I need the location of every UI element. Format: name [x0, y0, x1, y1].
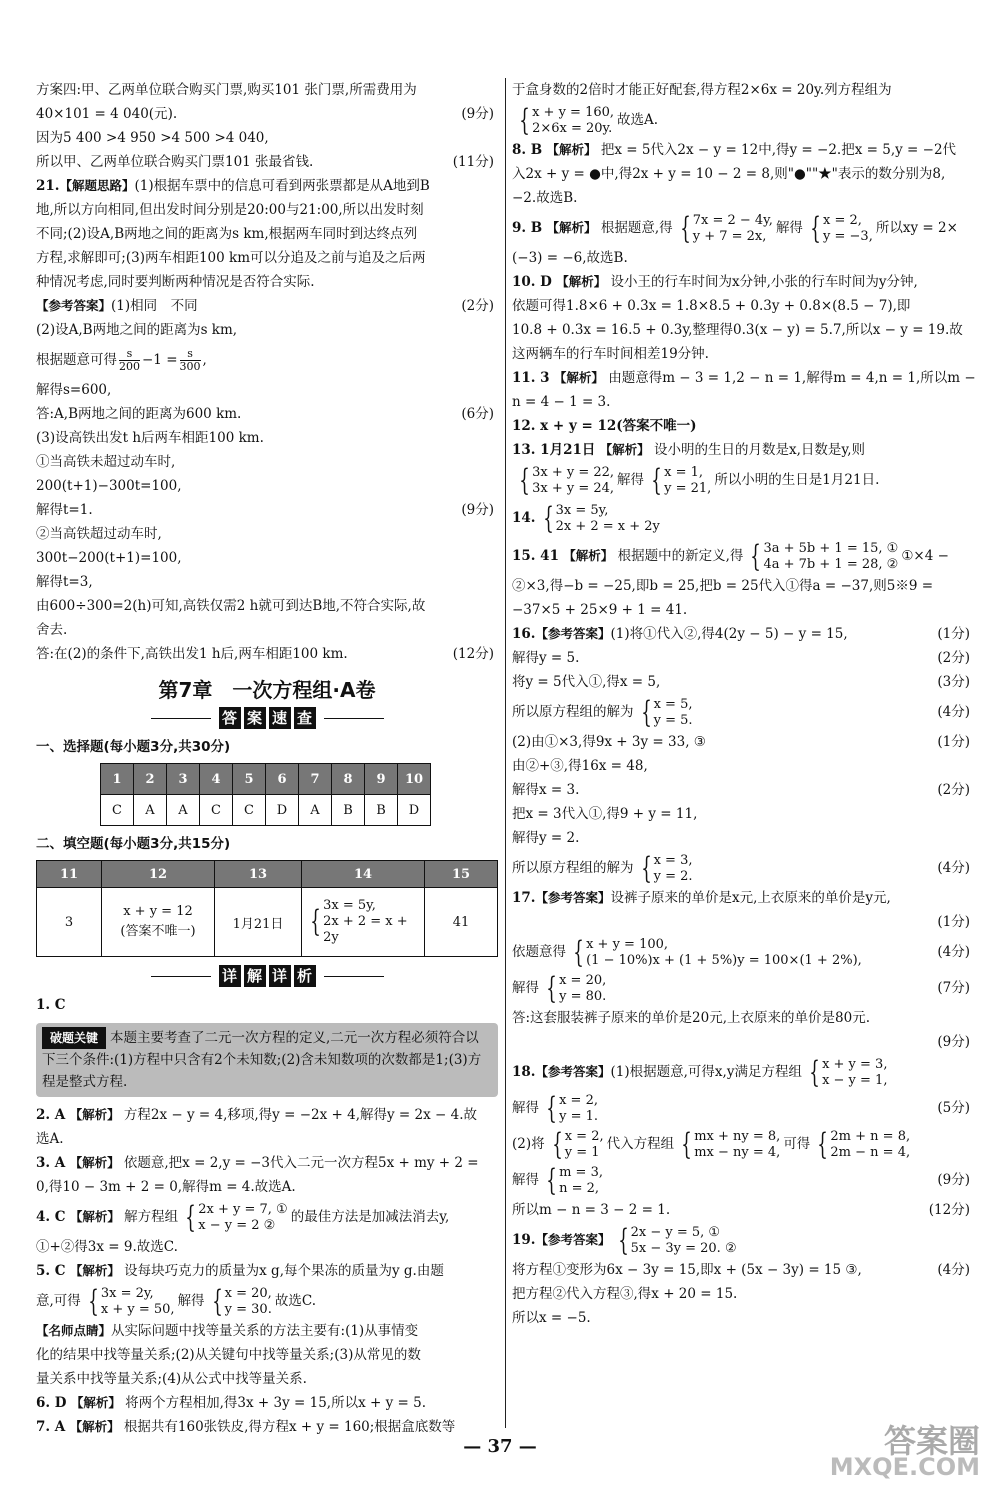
choice-answer: A	[167, 795, 200, 826]
text-line: 1. C	[36, 997, 66, 1013]
text-line: 40×101 = 4 040(元). (9分)	[36, 102, 498, 126]
equation-system: { 3a + 5b + 1 = 15, ① 4a + 7b + 1 = 28, ②	[750, 538, 899, 574]
detailed-analysis-banner	[36, 965, 498, 987]
fill-number: 11	[37, 861, 102, 888]
text-line: 所以x = −5.	[512, 1310, 591, 1326]
banner-char: 详	[269, 965, 291, 987]
text-line: 300t−200(t+1)=100,	[36, 550, 182, 566]
fill-answer-table	[36, 860, 498, 957]
text-line: ①+②得3x = 9.故选C.	[36, 1239, 178, 1255]
equation-system: { x + y = 160, 2×6x = 20y.	[519, 102, 615, 138]
choice-number: 6	[266, 764, 299, 795]
text-line: 【名师点睛】从实际问题中找等量关系的方法主要有:(1)从事情变	[36, 1323, 419, 1339]
equation-system: { x = 2, y = 1.	[546, 1090, 598, 1126]
text-line: 依题可得1.8×6 + 0.3x = 1.8×8.5 + 0.3y + 0.8×(8.5 − 7),即	[512, 298, 911, 314]
choice-answer: D	[266, 795, 299, 826]
q21-header: 21.【解题思路】(1)根据车票中的信息可看到两张票都是从A地到B	[36, 178, 430, 194]
text-line: (9分)	[937, 1034, 970, 1050]
fill-number: 15	[425, 861, 498, 888]
text-line: 解得s=600,	[36, 382, 112, 398]
choice-number: 8	[332, 764, 365, 795]
fraction-equation: 根据题意可得 $\frac{s}{200}$ −1 = $\frac{s}{300}$ ,	[36, 347, 207, 373]
key-point-box: 破题关键 本题主要考查了二元一次方程的定义,二元一次方程必须符合以下三个条件:(1)方程中只含有2个未知数;(2)含未知数项的次数都是1;(3)方程是整式方程.	[36, 1023, 498, 1097]
column-divider	[505, 78, 506, 1428]
section-heading: 一、选择题(每小题3分,共30分)	[36, 739, 231, 755]
text-line: 8. B 【解析】 把x = 5代入2x − y = 12中,得y = −2.把x = 5,y = −2代	[512, 142, 957, 158]
choice-answer: B	[332, 795, 365, 826]
text-line: ②×3,得−b = −25,即b = 25,把b = 25代入①得a = −37,则5※9 =	[512, 578, 934, 594]
equation-system: { 2x − y = 5, ① 5x − 3y = 20. ②	[617, 1222, 737, 1258]
text-line: 意,可得 { 3x = 2y, x + y = 50, 解得 { x = 20, y = 30. 故选C.	[36, 1283, 316, 1319]
text-line: (2)由①×3,得9x + 3y = 33, ③ (1分)	[512, 734, 970, 750]
text-line: ①当高铁未超过动车时,	[36, 454, 176, 470]
choice-answer-table	[100, 763, 431, 826]
fill-cell: x + y = 12 (答案不唯一)	[102, 888, 215, 957]
score: (9分)	[461, 106, 494, 122]
text-line: 19.【参考答案】 { 2x − y = 5, ① 5x − 3y = 20. ②	[512, 1222, 737, 1258]
fill-cell: 1月21日	[215, 888, 302, 957]
text-line: (−3) = −6,故选B.	[512, 250, 628, 266]
text-line: 答:A,B两地之间的距离为600 km. (6分)	[36, 402, 498, 426]
text-line: 把x = 3代入①,得9 + y = 11,	[512, 806, 698, 822]
banner-char: 答	[219, 707, 241, 729]
text-line: 10.8 + 0.3x = 16.5 + 0.3y,整理得0.3(x − y) = 5.7,所以x − y = 19.故	[512, 322, 963, 338]
text-line: 【参考答案】(1)相同 不同 (2分)	[36, 294, 498, 318]
score: (6分)	[461, 406, 494, 422]
text-line: 答:在(2)的条件下,高铁出发1 h后,两车相距100 km. (12分)	[36, 642, 498, 666]
fill-number: 13	[215, 861, 302, 888]
text-line: 4. C 【解析】 解方程组 { 2x + y = 7, ① x − y = 2 ② 的最佳方法是加减法消去y,	[36, 1199, 450, 1235]
equation-system: { x = 3, y = 2.	[640, 850, 693, 886]
text-line: 入2x + y = ●中,得2x + y = 10 − 2 = 8,则"●""★"表示的数分别为8,	[512, 166, 946, 182]
choice-answer: A	[134, 795, 167, 826]
fill-cell: 3	[37, 888, 102, 957]
banner-char: 查	[294, 707, 316, 729]
text-line: 这两辆车的行车时间相差19分钟.	[512, 346, 709, 362]
fraction: $\frac{s}{300}$	[179, 347, 201, 373]
text-line: 地,所以方向相同,但出发时间分别是20:00与21:00,所以出发时刻	[36, 202, 424, 218]
answer-quick-check-banner	[36, 707, 498, 729]
choice-number: 9	[365, 764, 398, 795]
text-line: 答:这套服装裤子原来的单价是20元,上衣原来的单价是80元.	[512, 1010, 870, 1026]
text-line: 解得t=3,	[36, 574, 93, 590]
choice-number: 7	[299, 764, 332, 795]
text-line: 10. D 【解析】 设小王的行车时间为x分钟,小张的行车时间为y分钟,	[512, 274, 918, 290]
right-column	[512, 78, 974, 1330]
text-line: 3. A 【解析】 依题意,把x = 2,y = −3代入二元一次方程5x + my + 2 =	[36, 1155, 479, 1171]
text-line: 因为5 400 >4 950 >4 500 >4 040,	[36, 130, 269, 146]
text-line: { x + y = 160, 2×6x = 20y. 故选A.	[512, 102, 974, 138]
left-column	[36, 78, 498, 1439]
equation-system: { mx + ny = 8, mx − ny = 4,	[681, 1126, 781, 1162]
text-line: 依题意得 { x + y = 100, (1 − 10%)x + (1 + 5%)y = 100×(1 + 2%), (4分)	[512, 934, 970, 970]
banner-char: 析	[294, 965, 316, 987]
page-number: — 37 —	[463, 1436, 537, 1457]
text-line: 7. A 【解析】 根据共有160张铁皮,得方程x + y = 160;根据盒底数等	[36, 1419, 456, 1435]
text-line: 选A.	[36, 1131, 64, 1147]
text-line: 15. 41 【解析】 根据题中的新定义,得 { 3a + 5b + 1 = 15, ① 4a + 7b + 1 = 28, ② ①×4 −	[512, 538, 949, 574]
equation-system: { 2m + n = 8, 2m − n = 4,	[817, 1126, 911, 1162]
choice-answer: C	[233, 795, 266, 826]
text-line: 于盒身数的2倍时才能正好配套,得方程2×6x = 20y.列方程组为	[512, 82, 892, 98]
text-line: 所以原方程组的解为 { x = 5, y = 5. (4分)	[512, 694, 970, 730]
equation-system: { x = 2, y = −3,	[810, 210, 873, 246]
text-line: 将方程①变形为6x − 3y = 15,即x + (5x − 3y) = 15 ③, (4分)	[512, 1262, 970, 1278]
fraction: $\frac{s}{200}$	[119, 347, 140, 373]
text-line: 200(t+1)−300t=100,	[36, 478, 182, 494]
text-line: 12. x + y = 12(答案不唯一)	[512, 418, 697, 434]
score: (12分)	[452, 646, 494, 662]
text-line: 5. C 【解析】 设每块巧克力的质量为x g,每个果冻的质量为y g.由题	[36, 1263, 444, 1279]
equation-system: { m = 3, n = 2,	[546, 1162, 603, 1198]
choice-number: 3	[167, 764, 200, 795]
text-line: 解得y = 5. (2分)	[512, 650, 970, 666]
text-line: 由②+③,得16x = 48,	[512, 758, 648, 774]
text-line: 方程,求解即可;(3)两车相距100 km可以分追及之前与追及之后两	[36, 250, 426, 266]
choice-answer: A	[299, 795, 332, 826]
banner-char: 解	[244, 965, 266, 987]
choice-answer: D	[398, 795, 431, 826]
fill-cell: 41	[425, 888, 498, 957]
choice-number: 1	[101, 764, 134, 795]
text-line: 解得t=1. (9分)	[36, 498, 498, 522]
text-line: 方案四:甲、乙两单位联合购买门票,购买101 张门票,所需费用为	[36, 82, 417, 98]
fill-cell: { 3x = 5y, 2x + 2 = x + 2y	[302, 888, 425, 957]
choice-number: 4	[200, 764, 233, 795]
text-line: 18.【参考答案】(1)根据题意,可得x,y满足方程组 { x + y = 3, x − y = 1,	[512, 1054, 888, 1090]
text-line: 16.【参考答案】(1)将①代入②,得4(2y − 5) − y = 15, (1分)	[512, 626, 970, 642]
section-heading: 二、填空题(每小题3分,共15分)	[36, 836, 231, 852]
equation-system: { 3x = 5y, 2x + 2 = x + 2y	[542, 500, 660, 536]
equation-system: { 7x = 2 − 4y, y + 7 = 2x,	[679, 210, 773, 246]
text-line: 化的结果中找等量关系;(2)从关键句中找等量关系;(3)从常见的数	[36, 1347, 421, 1363]
text-line: 所以m − n = 3 − 2 = 1. (12分)	[512, 1202, 970, 1218]
text-line: 17.【参考答案】设裤子原来的单价是x元,上衣原来的单价是y元,	[512, 890, 891, 906]
banner-char: 案	[244, 707, 266, 729]
text-line: 解得y = 2.	[512, 830, 580, 846]
text-line: 量关系中找等量关系;(4)从公式中找等量关系.	[36, 1371, 307, 1387]
text-line: 0,得10 − 3m + 2 = 0,解得m = 4.故选A.	[36, 1179, 296, 1195]
text-line: 将y = 5代入①,得x = 5, (3分)	[512, 674, 970, 690]
choice-answer: C	[200, 795, 233, 826]
equation-system: { x + y = 100, (1 − 10%)x + (1 + 5%)y = 100×(1 + 2%),	[573, 934, 862, 970]
text-line: 种情况考虑,同时要判断两种情况是否符合实际.	[36, 274, 315, 290]
equation-system: { x = 20, y = 80.	[546, 970, 607, 1006]
watermark: 答案圈 MXQE.COM	[829, 1422, 980, 1481]
text-line: (1分)	[937, 914, 970, 930]
text-line: −37×5 + 25×9 + 1 = 41.	[512, 602, 688, 618]
text-line: 解得 { x = 2, y = 1. (5分)	[512, 1090, 970, 1126]
text-line: (2)将 { x = 2, y = 1 代入方程组 { mx + ny = 8, mx − ny = 4, 可得 { 2m + n = 8, 2m − n = 4,	[512, 1126, 911, 1162]
score: (9分)	[461, 502, 494, 518]
text-line: 14. { 3x = 5y, 2x + 2 = x + 2y	[512, 500, 660, 536]
text-line: 不同;(2)设A,B两地之间的距离为s km,根据两车同时到达终点列	[36, 226, 418, 242]
text-line: 11. 3 【解析】 由题意得m − 3 = 1,2 − n = 1,解得m = 4,n = 1,所以m −	[512, 370, 976, 386]
text-line: 解得x = 3. (2分)	[512, 782, 970, 798]
choice-answer: C	[101, 795, 134, 826]
text-line: 由600÷300=2(h)可知,高铁仅需2 h就可到达B地,不符合实际,故	[36, 598, 426, 614]
fill-number: 12	[102, 861, 215, 888]
text-line: (3)设高铁出发t h后两车相距100 km.	[36, 430, 264, 446]
equation-system: { x = 2, y = 1	[551, 1126, 604, 1162]
equation-system: { x = 5, y = 5.	[640, 694, 693, 730]
text-line: (2)设A,B两地之间的距离为s km,	[36, 322, 238, 338]
chapter-title: 第7章 一次方程组·A卷	[158, 678, 376, 702]
text-line: 9. B 【解析】 根据题意,得 { 7x = 2 − 4y, y + 7 = 2x, 解得 { x = 2, y = −3, 所以xy = 2×	[512, 210, 958, 246]
text-line: n = 4 − 1 = 3.	[512, 394, 611, 410]
text-line: −2.故选B.	[512, 190, 578, 206]
equation-system: { 2x + y = 7, ① x − y = 2 ②	[185, 1199, 288, 1235]
text-line: 解得 { x = 20, y = 80. (7分)	[512, 970, 970, 1006]
text-line: 所以甲、乙两单位联合购买门票101 张最省钱. (11分)	[36, 150, 498, 174]
equation-system: { 3x = 2y, x + y = 50,	[88, 1283, 175, 1319]
text-line: 2. A 【解析】 方程2x − y = 4,移项,得y = −2x + 4,解得y = 2x − 4.故	[36, 1107, 477, 1123]
text-line: 6. D 【解析】 将两个方程相加,得3x + 3y = 15,所以x + y = 5.	[36, 1395, 427, 1411]
text-line: 解得 { m = 3, n = 2, (9分)	[512, 1162, 970, 1198]
choice-number: 2	[134, 764, 167, 795]
equation-system: { x = 20, y = 30.	[211, 1283, 272, 1319]
banner-char: 速	[269, 707, 291, 729]
text-line: { 3x + y = 22, 3x + y = 24, 解得 { x = 1, y = 21, 所以小明的生日是1月21日.	[512, 462, 974, 498]
text-line: 把方程②代入方程③,得x + 20 = 15.	[512, 1286, 738, 1302]
banner-char: 详	[219, 965, 241, 987]
choice-answer: B	[365, 795, 398, 826]
text-line: 13. 1月21日 【解析】 设小明的生日的月数是x,日数是y,则	[512, 442, 866, 458]
equation-system: { x = 1, y = 21,	[651, 462, 712, 498]
text-line: ②当高铁超过动车时,	[36, 526, 162, 542]
fill-number: 14	[302, 861, 425, 888]
text-line: 所以原方程组的解为 { x = 3, y = 2. (4分)	[512, 850, 970, 886]
score: (11分)	[452, 154, 494, 170]
score: (2分)	[461, 298, 494, 314]
choice-number: 5	[233, 764, 266, 795]
text-line: 舍去.	[36, 622, 68, 638]
equation-system: { 3x + y = 22, 3x + y = 24,	[519, 462, 615, 498]
equation-system: { x + y = 3, x − y = 1,	[809, 1054, 888, 1090]
choice-number: 10	[398, 764, 431, 795]
